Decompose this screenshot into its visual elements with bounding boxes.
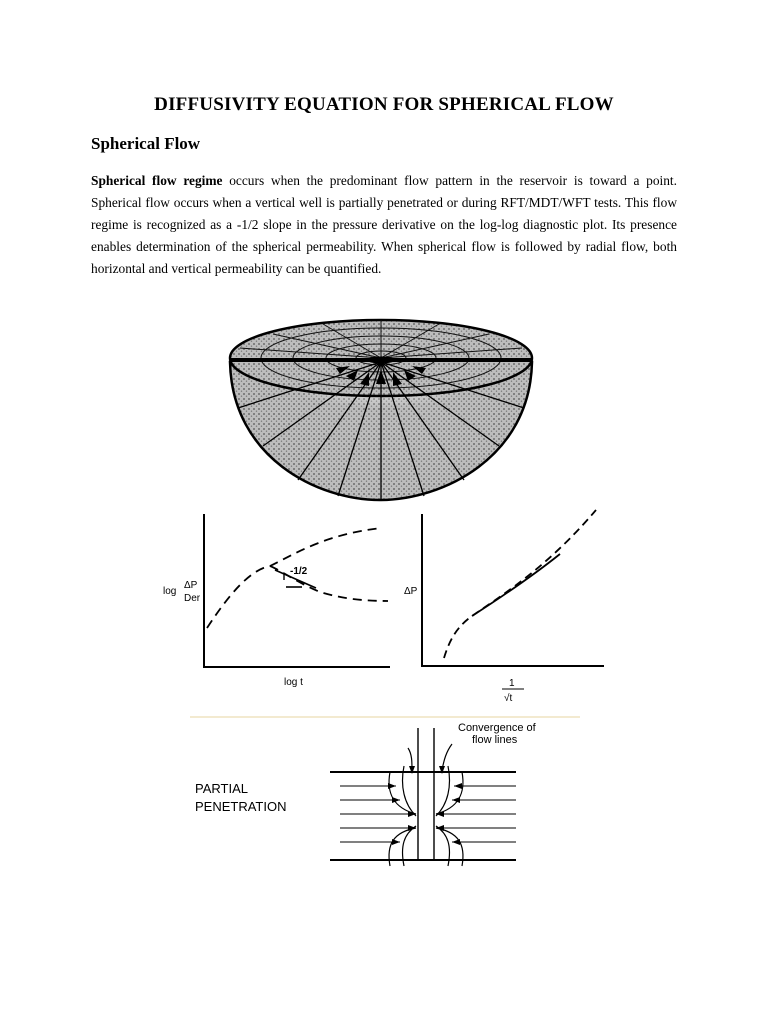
y-axis-label-der: Der	[184, 593, 201, 604]
partial-penetration-figure	[190, 716, 600, 870]
bold-lead: Spherical flow regime	[91, 173, 223, 188]
y-axis-label-dp: ΔP	[184, 580, 198, 591]
loglog-diagnostic-plot	[160, 508, 400, 690]
paragraph-text: occurs when the predominant flow pattern in the reservoir is toward a point. Spherical flow occurs when a vertical well is partially penetrated or during RFT/MDT/WFT tests. This flow regime is recognized as a -1/2 slope in the pressure derivative on the log-log diagnostic plot. Its presence enables determination of the spherical permeability. When spherical flow is followed by radial flow, both horizontal and vertical permeability can be quantified.	[91, 173, 677, 276]
section-heading: Spherical Flow	[91, 134, 201, 153]
y-axis-label-log: log	[163, 586, 177, 597]
hemisphere-figure	[228, 318, 534, 502]
y-axis-label: ΔP	[404, 586, 418, 597]
page-title: DIFFUSIVITY EQUATION FOR SPHERICAL FLOW	[154, 94, 614, 115]
penetration-label-line1: PARTIAL	[195, 781, 248, 796]
convergence-note-line1: Convergence of	[458, 722, 536, 734]
penetration-label-line2: PENETRATION	[195, 799, 287, 814]
convergence-note-line2: flow lines	[472, 734, 518, 746]
x-axis-denominator: √t	[504, 693, 513, 704]
x-axis-numerator: 1	[509, 678, 515, 689]
cartesian-plot	[400, 508, 610, 704]
slope-label: -1/2	[290, 566, 308, 577]
x-axis-label: log t	[284, 677, 303, 688]
body-paragraph	[91, 170, 677, 280]
